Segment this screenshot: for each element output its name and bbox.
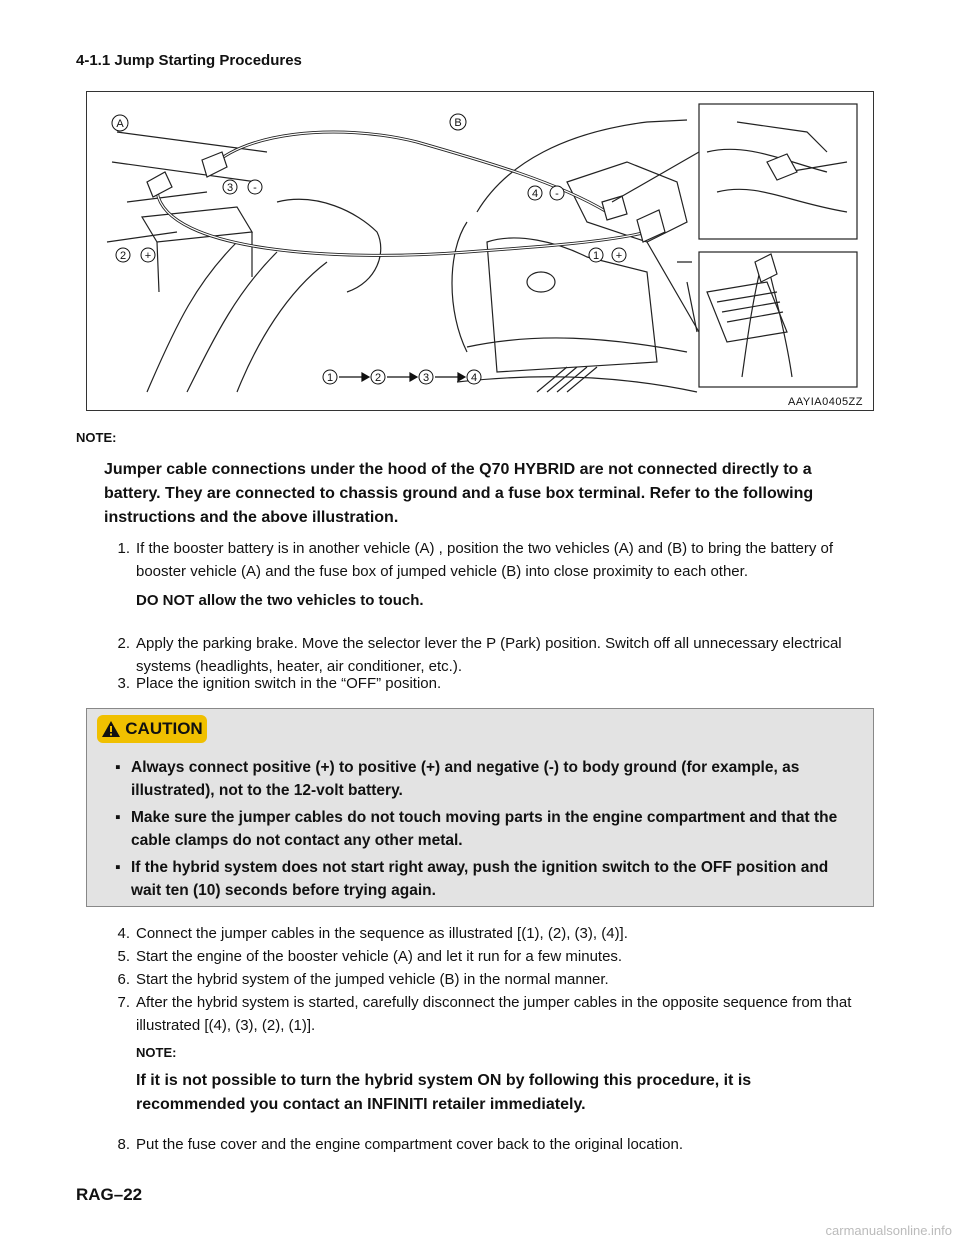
caution-box [86,708,874,907]
caution-item-text: Make sure the jumper cables do not touch moving parts in the engine compartment and that the cable clamps do not contact any other metal. [131,809,838,849]
step-text: Put the fuse cover and the engine compartment cover back to the original location. [136,1136,683,1153]
step-text: If the booster battery is in another vehicle (A) , position the two vehicles (A) and (B) to bring the battery of booster vehicle (A) and the fuse box of jumped vehicle (B) into close proximity to each other. [136,540,834,580]
step-4 [104,922,884,945]
step-number: 4. [117,925,130,942]
caution-item [115,806,855,852]
step-5 [104,945,884,968]
caution-item [115,756,855,802]
note-label-2: NOTE: [136,1045,177,1060]
step-text: Place the ignition switch in the “OFF” position. [136,675,442,692]
caution-item-text: Always connect positive (+) to positive (+) and negative (-) to body ground (for example, as illustrated), not to the 12-volt battery. [131,759,800,799]
sequence-arrows [339,373,465,381]
sequence-step-2: 2 [374,372,382,384]
sequence-step-4: 4 [470,372,478,384]
step-number: 8. [117,1136,130,1153]
sequence-step-1: 1 [326,372,334,384]
step-number: 2. [117,635,130,652]
callout-2-plus: + [144,250,152,262]
watermark: carmanualsonline.info [825,1223,952,1238]
step-text: Start the engine of the booster vehicle (A) and let it run for a few minutes. [136,948,623,965]
step-7 [104,991,884,1037]
step-text: Start the hybrid system of the jumped vehicle (B) in the normal manner. [136,971,609,988]
engine-bay-diagram [87,92,874,411]
caution-badge [97,715,207,743]
callout-3-minus: - [253,182,257,194]
step-number: 3. [117,675,130,692]
bullet-icon: ▪ [115,759,121,776]
callout-3: 3 [226,182,234,194]
bullet-icon: ▪ [115,809,121,826]
section-title: 4-1.1 Jump Starting Procedures [76,52,302,69]
step-text: Apply the parking brake. Move the selector lever the P (Park) position. Switch off all unnecessary electrical systems (headlights, heater, air conditioner, etc.). [136,635,842,675]
step-text: After the hybrid system is started, carefully disconnect the jumper cables in the opposite sequence from that illustrated [(4), (3), (2), (1)]. [136,994,852,1034]
note-label: NOTE: [76,430,117,445]
step-number: 7. [117,994,130,1011]
note-text-2: If it is not possible to turn the hybrid system ON by following this procedure, it is recommended you contact an INFINITI retailer immediately. [136,1072,752,1113]
callout-1-plus: + [615,250,623,262]
step-3 [104,672,884,695]
step-number: 1. [117,540,130,557]
step-1 [104,537,884,612]
jump-start-illustration [86,91,874,411]
step-8 [104,1133,884,1156]
callout-4-minus: - [555,188,559,200]
figure-code: AAYIA0405ZZ [788,396,863,408]
step-number: 5. [117,948,130,965]
caution-item [115,856,855,902]
bullet-icon: ▪ [115,859,121,876]
warning-triangle-icon [101,720,121,738]
step-text: Connect the jumper cables in the sequence as illustrated [(1), (2), (3), (4)]. [136,925,628,942]
step-6 [104,968,884,991]
callout-a: A [116,118,124,130]
page-number: RAG–22 [76,1185,143,1204]
callout-2: 2 [119,250,127,262]
callout-4: 4 [531,188,539,200]
note-text: Jumper cable connections under the hood of the Q70 HYBRID are not connected directly to a battery. They are connected to chassis ground and a fuse box terminal. Refer to the following instructions and the above illustration. [104,461,814,526]
callout-b: B [454,117,462,129]
callout-1: 1 [592,250,600,262]
step-number: 6. [117,971,130,988]
caution-label: CAUTION [125,719,203,738]
step-warning: DO NOT allow the two vehicles to touch. [136,592,424,609]
caution-item-text: If the hybrid system does not start right away, push the ignition switch to the OFF position and wait ten (10) seconds before trying again. [131,859,829,899]
sequence-step-3: 3 [422,372,430,384]
